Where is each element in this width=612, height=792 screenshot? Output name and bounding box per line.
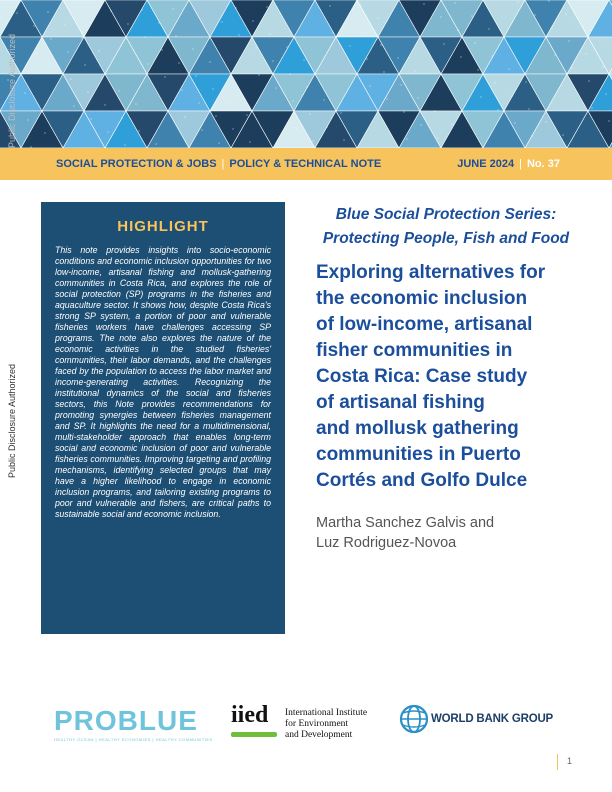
document-title [316, 260, 596, 494]
pattern-dot [528, 108, 530, 110]
series-title-line: Blue Social Protection Series: [335, 206, 557, 223]
pattern-dot [480, 96, 482, 98]
title-line: fisher communities in [316, 340, 513, 361]
problue-wordmark: PROBLUE [54, 705, 198, 736]
pattern-dot [420, 124, 422, 126]
title-line: Cortés and Golfo Dulce [316, 470, 528, 491]
pattern-dot [491, 55, 493, 57]
pattern-dot [303, 59, 305, 61]
pattern-dot [27, 119, 29, 121]
pattern-dot [212, 88, 214, 90]
pattern-dot [551, 27, 553, 29]
pattern-dot [406, 138, 408, 140]
pattern-dot [81, 37, 83, 39]
pattern-dot [64, 24, 66, 26]
pattern-dot [417, 97, 419, 99]
pattern-dot [488, 28, 490, 30]
pattern-dot [312, 140, 314, 142]
iied-wordmark: iied [231, 702, 269, 728]
pattern-dot [181, 89, 183, 91]
pattern-dot [440, 16, 442, 18]
pattern-dot [155, 143, 157, 145]
title-line: communities in Puerto [316, 444, 521, 465]
pattern-dot [110, 10, 112, 12]
pattern-dot [423, 3, 425, 5]
pattern-dot [158, 22, 160, 24]
pattern-dot [195, 75, 197, 77]
pattern-dot [138, 130, 140, 132]
pattern-dot [90, 118, 92, 120]
pattern-dot [36, 52, 38, 54]
pattern-dot [514, 122, 516, 124]
pattern-dot [295, 127, 297, 129]
highlight-box [41, 202, 285, 634]
author-line: Martha Sanchez Galvis and [316, 515, 495, 531]
pattern-dot [545, 121, 547, 123]
pattern-dot [47, 11, 49, 13]
pattern-dot [414, 70, 416, 72]
highlight-body: This note provides insights into socio-economic conditions and economic inclusion opportunities for two low-income, artisanal fishing and mollusk-gathering communities in Costa Rica, and explores the role of social protection (SP) programs in the fisheries and aquaculture sector. It shows how, despite Costa Rica's strong SP system, a portion of poor and vulnerable fisheries workers have challenges accessing SP programs. The note also explores the nature of the economic activities in the studied fisheries' communities, their labor demands, and the challenges faced by the population to access the labor market and income-generating activities. Recognizing the institutional dynamics of the social and fisheries sectors, this Note provides recommendations for promoting synergies between fisheries management and SP. It highlights the need for a multidimensional, multi-stakeholder approach that enables long-term social and economic inclusion of poor and vulnerable fisheries communities. Improving targeting and profiling mechanisms, identifying selected groups that may have a higher likelihood to engage in economic inclusion programs, and tailoring existing programs to poor and vulnerable and fishers, are critical paths to sustainable social and economic inclusion. [55, 245, 271, 519]
pattern-dot [255, 47, 257, 49]
pattern-dot [340, 112, 342, 114]
pattern-dot [16, 12, 18, 14]
pattern-dot [275, 87, 277, 89]
title-line: Costa Rica: Case study [316, 366, 528, 387]
pattern-dot [326, 126, 328, 128]
series-name: SOCIAL PROTECTION & JOBS [56, 158, 217, 170]
author-line: Luz Rodriguez-Novoa [316, 535, 457, 551]
pattern-dot [511, 95, 513, 97]
pattern-dot [164, 76, 166, 78]
pattern-dot [175, 35, 177, 37]
pattern-dot [289, 73, 291, 75]
pattern-dot [61, 145, 63, 147]
pattern-dot [443, 43, 445, 45]
pattern-dot [474, 42, 476, 44]
pattern-dot [229, 101, 231, 103]
series-title [300, 203, 592, 251]
pattern-dot [98, 50, 100, 52]
pattern-dot [84, 64, 86, 66]
pattern-dot [605, 93, 607, 95]
pattern-dot [349, 45, 351, 47]
pattern-dot [386, 98, 388, 100]
pattern-dot [184, 116, 186, 118]
page-number: 1 [567, 756, 573, 766]
pattern-dot [246, 114, 248, 116]
pattern-dot [451, 123, 453, 125]
pattern-dot [602, 66, 604, 68]
pattern-dot [135, 103, 137, 105]
issue-info [457, 148, 560, 180]
pattern-dot [323, 99, 325, 101]
pattern-dot [44, 132, 46, 134]
pattern-dot [383, 71, 385, 73]
pattern-dot [286, 46, 288, 48]
pattern-dot [87, 91, 89, 93]
pattern-dot [366, 58, 368, 60]
pattern-dot [252, 20, 254, 22]
iied-underline [231, 732, 277, 737]
pattern-dot [215, 115, 217, 117]
iied-name-line: International Institute [285, 708, 368, 718]
title-line: and mollusk gathering [316, 418, 519, 439]
triangle-pattern [0, 0, 612, 148]
pattern-dot [508, 68, 510, 70]
pattern-dot [329, 5, 331, 7]
pattern-dot [380, 44, 382, 46]
pattern-dot [346, 18, 348, 20]
pattern-dot [269, 33, 271, 35]
pattern-dot [571, 67, 573, 69]
pattern-dot [534, 14, 536, 16]
pattern-dot [218, 142, 220, 144]
pattern-dot [434, 110, 436, 112]
pattern-dot [457, 29, 459, 31]
pattern-dot [377, 17, 379, 19]
iied-logo [231, 702, 391, 746]
pattern-dot [53, 65, 55, 67]
pattern-dot [292, 100, 294, 102]
problue-logo [54, 706, 213, 742]
pattern-dot [73, 105, 75, 107]
pattern-dot [332, 32, 334, 34]
authors [316, 513, 596, 553]
pattern-dot [198, 102, 200, 104]
issue-date: JUNE 2024 [457, 158, 515, 170]
pattern-dot [608, 120, 610, 122]
pattern-dot [235, 7, 237, 9]
pattern-dot [517, 1, 519, 3]
pattern-dot [585, 53, 587, 55]
world-bank-logo [399, 704, 569, 738]
logo-row [0, 700, 612, 750]
pattern-dot [591, 107, 593, 109]
pattern-dot [397, 57, 399, 59]
title-line: the economic inclusion [316, 288, 528, 309]
highlight-title: HIGHLIGHT [117, 218, 209, 235]
series-label [56, 148, 381, 180]
pattern-dot [588, 80, 590, 82]
pattern-dot [582, 26, 584, 28]
separator: | [519, 158, 522, 170]
pattern-dot [400, 84, 402, 86]
pattern-dot [238, 34, 240, 36]
series-title-line: Protecting People, Fish and Food [322, 230, 570, 247]
pattern-dot [403, 111, 405, 113]
pattern-dot [192, 48, 194, 50]
pattern-dot [437, 137, 439, 139]
issue-number: No. 37 [526, 158, 560, 170]
pattern-dot [50, 38, 52, 40]
globe-icon [399, 704, 429, 734]
pattern-dot [266, 6, 268, 8]
pattern-dot [147, 63, 149, 65]
pattern-dot [107, 131, 109, 133]
title-line: of low-income, artisanal [316, 314, 533, 335]
pattern-dot [161, 49, 163, 51]
pattern-dot [309, 113, 311, 115]
pattern-dot [33, 25, 35, 27]
separator: | [221, 158, 225, 170]
pattern-dot [209, 61, 211, 63]
pattern-dot [70, 78, 72, 80]
pattern-dot [565, 13, 567, 15]
pattern-dot [141, 9, 143, 11]
world-bank-wordmark: WORLD BANK GROUP [431, 713, 554, 725]
pattern-dot [369, 85, 371, 87]
pattern-dot [144, 36, 146, 38]
side-disclosure-middle: Public Disclosure Authorized [7, 363, 17, 478]
pattern-dot [258, 74, 260, 76]
pattern-dot [172, 8, 174, 10]
pattern-dot [568, 40, 570, 42]
page-number-rule [557, 754, 558, 770]
problue-tagline: HEALTHY OCEAN | HEALTHY ECONOMIES | HEALTHY COMMUNITIES [54, 737, 213, 742]
pattern-dot [232, 128, 234, 130]
pattern-dot [548, 0, 550, 2]
pattern-dot [118, 90, 120, 92]
pattern-dot [178, 62, 180, 64]
pattern-dot [494, 82, 496, 84]
note-type: POLICY & TECHNICAL NOTE [229, 158, 382, 170]
pattern-dot [121, 117, 123, 119]
pattern-dot [249, 141, 251, 143]
pattern-dot [599, 39, 601, 41]
pattern-dot [497, 109, 499, 111]
pattern-dot [477, 69, 479, 71]
pattern-dot [104, 104, 106, 106]
side-disclosure-top: Public Disclosure Authorized [7, 33, 17, 148]
pattern-dot [101, 77, 103, 79]
pattern-dot [471, 15, 473, 17]
pattern-dot [221, 21, 223, 23]
pattern-dot [454, 2, 456, 4]
pattern-dot [24, 92, 26, 94]
pattern-dot [306, 86, 308, 88]
series-bar [0, 148, 612, 180]
pattern-dot [201, 129, 203, 131]
pattern-dot [562, 134, 564, 136]
pattern-dot [531, 135, 533, 137]
title-line: of artisanal fishing [316, 392, 485, 413]
pattern-dot [67, 51, 69, 53]
iied-name [285, 708, 367, 741]
pattern-dot [554, 54, 556, 56]
cover-banner-pattern [0, 0, 612, 148]
pattern-dot [525, 81, 527, 83]
pattern-dot [343, 139, 345, 141]
iied-name-line: and Development [285, 730, 353, 740]
iied-name-line: for Environment [285, 719, 349, 729]
pattern-dot [124, 144, 126, 146]
pattern-dot [360, 4, 362, 6]
pattern-dot [272, 60, 274, 62]
pattern-dot [127, 23, 129, 25]
title-line: Exploring alternatives for [316, 262, 546, 283]
pattern-dot [460, 56, 462, 58]
pattern-dot [363, 31, 365, 33]
